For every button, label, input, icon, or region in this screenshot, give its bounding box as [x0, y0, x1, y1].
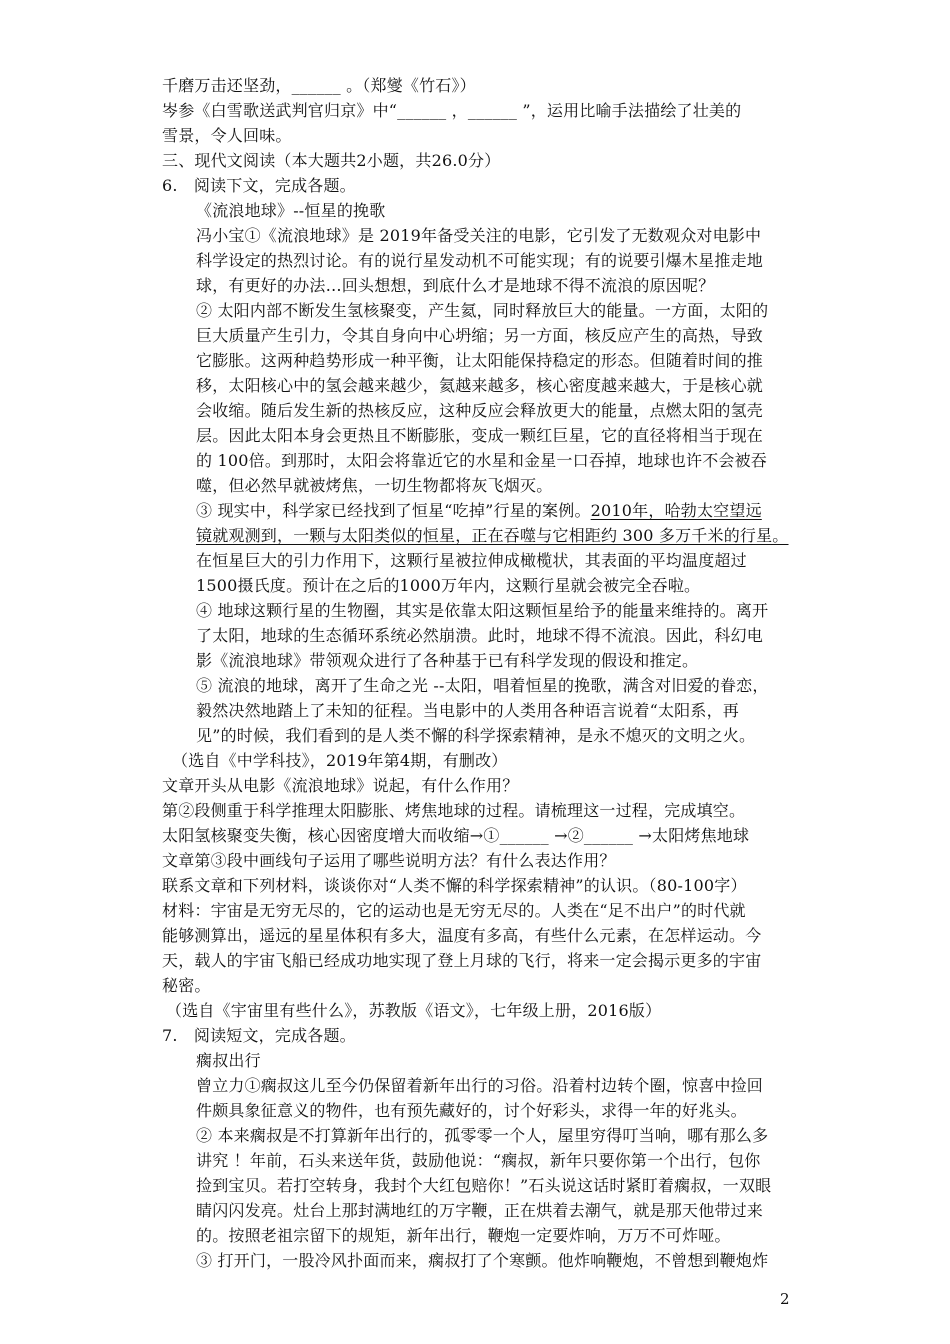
text-line: 层。因此太阳本身会更热且不断膨胀，变成一颗红巨星，它的直径将相当于现在 [196, 426, 764, 445]
text-line: 它膨胀。这两种趋势形成一种平衡，让太阳能保持稳定的形态。但随着时间的推 [196, 351, 764, 370]
text-line: 科学设定的热烈讨论。有的说行星发动机不可能实现；有的说要引爆木星推走地 [196, 251, 764, 270]
source-note: （选自《中学科技》，2019年第4期，有删改） [172, 751, 508, 770]
text-line: 球，有更好的办法…回头想想，到底什么才是地球不得不流浪的原因呢？ [196, 276, 715, 295]
text-line: ② 本来瘸叔是不打算新年出行的，孤零零一个人，屋里穷得叮当响，哪有那么多 [196, 1126, 769, 1145]
text-line: 岑参《白雪歌送武判官归京》中“______ ，______ ”，运用比喻手法描绘了壮美的 [162, 101, 742, 120]
question-number: 6. 阅读下文，完成各题。 [162, 176, 356, 195]
text-line [196, 501, 762, 521]
text-line: 影《流浪地球》带领观众进行了各种基于已有科学发现的假设和推定。 [196, 651, 699, 670]
question-text: 文章第③段中画线句子运用了哪些说明方法？有什么表达作用？ [162, 851, 616, 870]
underlined-sentence: 镜就观测到，一颗与太阳类似的恒星，正在吞噬与它相距约 300 多万千米的行星。 [196, 526, 789, 545]
page-number: 2 [780, 1290, 790, 1308]
question-text: 文章开头从电影《流浪地球》说起，有什么作用？ [162, 776, 519, 795]
article-title: 《流浪地球》--恒星的挽歌 [196, 201, 386, 220]
text-line: 曾立力①瘸叔这儿至今仍保留着新年出行的习俗。沿着村边转个圈，惊喜中捡回 [196, 1076, 764, 1095]
text-segment: ③ 现实中，科学家已经找到了恒星“吃掉”行星的案例。 [196, 501, 591, 520]
text-line: 巨大质量产生引力，令其自身向中心坍缩；另一方面，核反应产生的高热，导致 [196, 326, 764, 345]
section-heading: 三、现代文阅读（本大题共2小题，共26.0分） [162, 151, 501, 170]
text-line: ⑤ 流浪的地球，离开了生命之光 --太阳，唱着恒星的挽歌，满含对旧爱的眷恋， [196, 676, 769, 695]
text-line: 雪景，令人回味。 [162, 126, 292, 145]
text-line: 件颇具象征意义的物件，也有预先藏好的，讨个好彩头，求得一年的好兆头。 [196, 1101, 747, 1120]
question-number: 7. 阅读短文，完成各题。 [162, 1026, 356, 1045]
article-title: 瘸叔出行 [196, 1051, 261, 1070]
text-line: 见”的时候，我们看到的是人类不懈的科学探索精神，是永不熄灭的文明之火。 [196, 726, 756, 745]
source-note: （选自《宇宙里有些什么》，苏教版《语文》，七年级上册，2016版） [166, 1001, 662, 1020]
material-text: 能够测算出，遥远的星星体积有多大，温度有多高，有些什么元素，在怎样运动。今 [162, 926, 762, 945]
text-line: ② 太阳内部不断发生氢核聚变，产生氦，同时释放巨大的能量。一方面，太阳的 [196, 301, 769, 320]
text-line: 捡到宝贝。若打空转身，我封个大红包赔你！”石头说这话时紧盯着瘸叔，一双眼 [196, 1176, 772, 1195]
text-line: 移，太阳核心中的氢会越来越少，氦越来越多，核心密度越来越大，于是核心就 [196, 376, 764, 395]
text-line: 讲究 ！年前，石头来送年货，鼓励他说：“瘸叔，新年只要你第一个出行，包你 [196, 1151, 761, 1170]
material-text: 秘密。 [162, 976, 211, 995]
underlined-sentence: 2010年，哈勃太空望远 [590, 501, 762, 520]
material-text: 天，载人的宇宙飞船已经成功地实现了登上月球的飞行，将来一定会揭示更多的宇宙 [162, 951, 762, 970]
question-text: 第②段侧重于科学推理太阳膨胀、烤焦地球的过程。请梳理这一过程，完成填空。 [162, 801, 746, 820]
text-line: 冯小宝①《流浪地球》是 2019年备受关注的电影，它引发了无数观众对电影中 [196, 226, 762, 245]
text-line: 在恒星巨大的引力作用下，这颗行星被拉伸成橄榄状，其表面的平均温度超过 [196, 551, 747, 570]
text-line: 了太阳，地球的生态循环系统必然崩溃。此时，地球不得不流浪。因此，科幻电 [196, 626, 764, 645]
text-line: ③ 打开门，一股冷风扑面而来，瘸叔打了个寒颤。他炸响鞭炮，不曾想到鞭炮炸 [196, 1251, 769, 1270]
text-line: 的 100倍。到那时，太阳会将靠近它的水星和金星一口吞掉，地球也许不会被吞 [196, 451, 768, 470]
text-line: 千磨万击还坚劲，______ 。（郑燮《竹石》） [162, 76, 476, 95]
material-text: 材料：宇宙是无穷无尽的，它的运动也是无穷无尽的。人类在“足不出户”的时代就 [162, 901, 746, 920]
question-text: 联系文章和下列材料，谈谈你对“人类不懈的科学探索精神”的认识。（80-100字） [162, 876, 747, 895]
question-text: 太阳氢核聚变失衡，核心因密度增大而收缩→①______ →②______ →太阳烤焦地球 [162, 826, 750, 845]
text-line: 会收缩。随后发生新的热核反应，这种反应会释放更大的能量，点燃太阳的氢壳 [196, 401, 764, 420]
text-line: 的。按照老祖宗留下的规矩，新年出行，鞭炮一定要炸响，万万不可炸哑。 [196, 1226, 731, 1245]
text-line: 毅然决然地踏上了未知的征程。当电影中的人类用各种语言说着“太阳系，再 [196, 701, 739, 720]
text-line: 1500摄氏度。预计在之后的1000万年内，这颗行星就会被完全吞啦。 [196, 576, 701, 595]
text-line: 噬，但必然早就被烤焦，一切生物都将灰飞烟灭。 [196, 476, 553, 495]
text-line: ④ 地球这颗行星的生物圈，其实是依靠太阳这颗恒星给予的能量来维持的。离开 [196, 601, 769, 620]
text-line: 睛闪闪发亮。灶台上那封满地红的万字鞭，正在烘着去潮气，就是那天他带过来 [196, 1201, 764, 1220]
